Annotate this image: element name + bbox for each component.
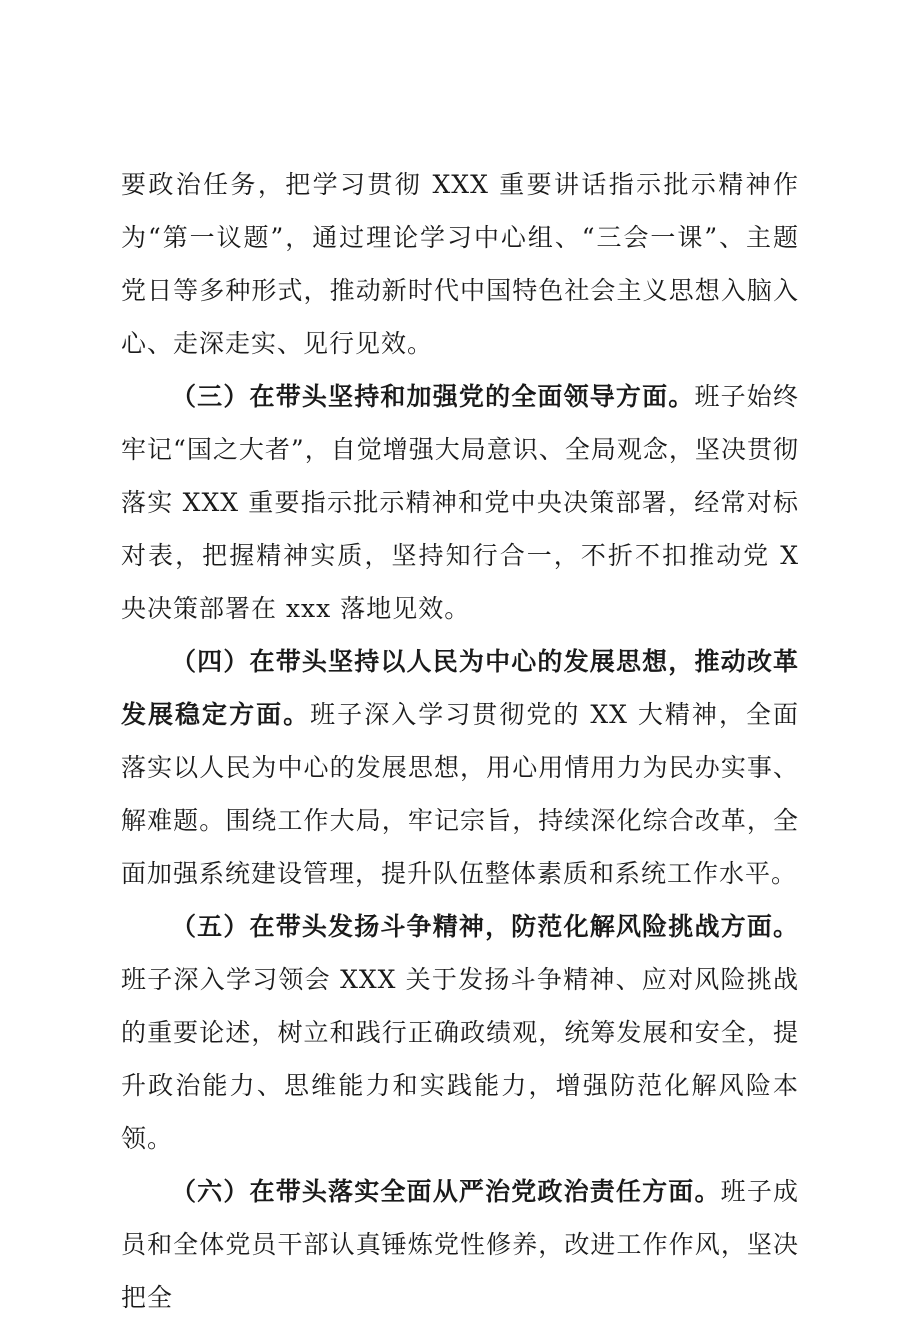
- section-heading: （五）在带头发扬斗争精神，防范化解风险挑战方面。: [171, 912, 799, 941]
- paragraph-text: 要政治任务，把学习贯彻 XXX 重要讲话指示批示精神作为“第一议题”，通过理论学习中心组、“三会一课”、主题党日等多种形式，推动新时代中国特色社会主义思想入脑入心、走深走实、见行见效。: [121, 170, 799, 358]
- paragraph-text: 班子成员和全体党员干部认真锤炼党性修养，改进工作作风，坚决把全: [121, 1177, 799, 1312]
- section-heading: （三）在带头坚持和加强党的全面领导方面。: [171, 382, 695, 411]
- paragraph-text: 班子深入学习贯彻党的 XX 大精神，全面落实以人民为中心的发展思想，用心用情用力为民办实事、解难题。围绕工作大局，牢记宗旨，持续深化综合改革，全面加强系统建设管理，提升队伍整体素质和系统工作水平。: [121, 700, 799, 888]
- document-body: [121, 158, 799, 1324]
- paragraph-section-4: [121, 635, 799, 900]
- section-heading: （六）在带头落实全面从严治党政治责任方面。: [171, 1177, 721, 1206]
- section-heading: （四）在带头坚持以人民为中心的发展思想，推动改革发展稳定方面。: [121, 647, 799, 729]
- paragraph-text: 班子始终牢记“国之大者”，自觉增强大局意识、全局观念，坚决贯彻落实 XXX 重要指示批示精神和党中央决策部署，经常对标对表，把握精神实质，坚持知行合一，不折不扣推动党 X 央决策部署在 xxx 落地见效。: [121, 382, 799, 623]
- paragraph-continuation: [121, 158, 799, 370]
- paragraph-section-3: [121, 370, 799, 635]
- paragraph-section-5: [121, 900, 799, 1165]
- paragraph-section-6: [121, 1165, 799, 1324]
- paragraph-text: 班子深入学习领会 XXX 关于发扬斗争精神、应对风险挑战的重要论述，树立和践行正确政绩观，统筹发展和安全，提升政治能力、思维能力和实践能力，增强防范化解风险本领。: [121, 965, 799, 1153]
